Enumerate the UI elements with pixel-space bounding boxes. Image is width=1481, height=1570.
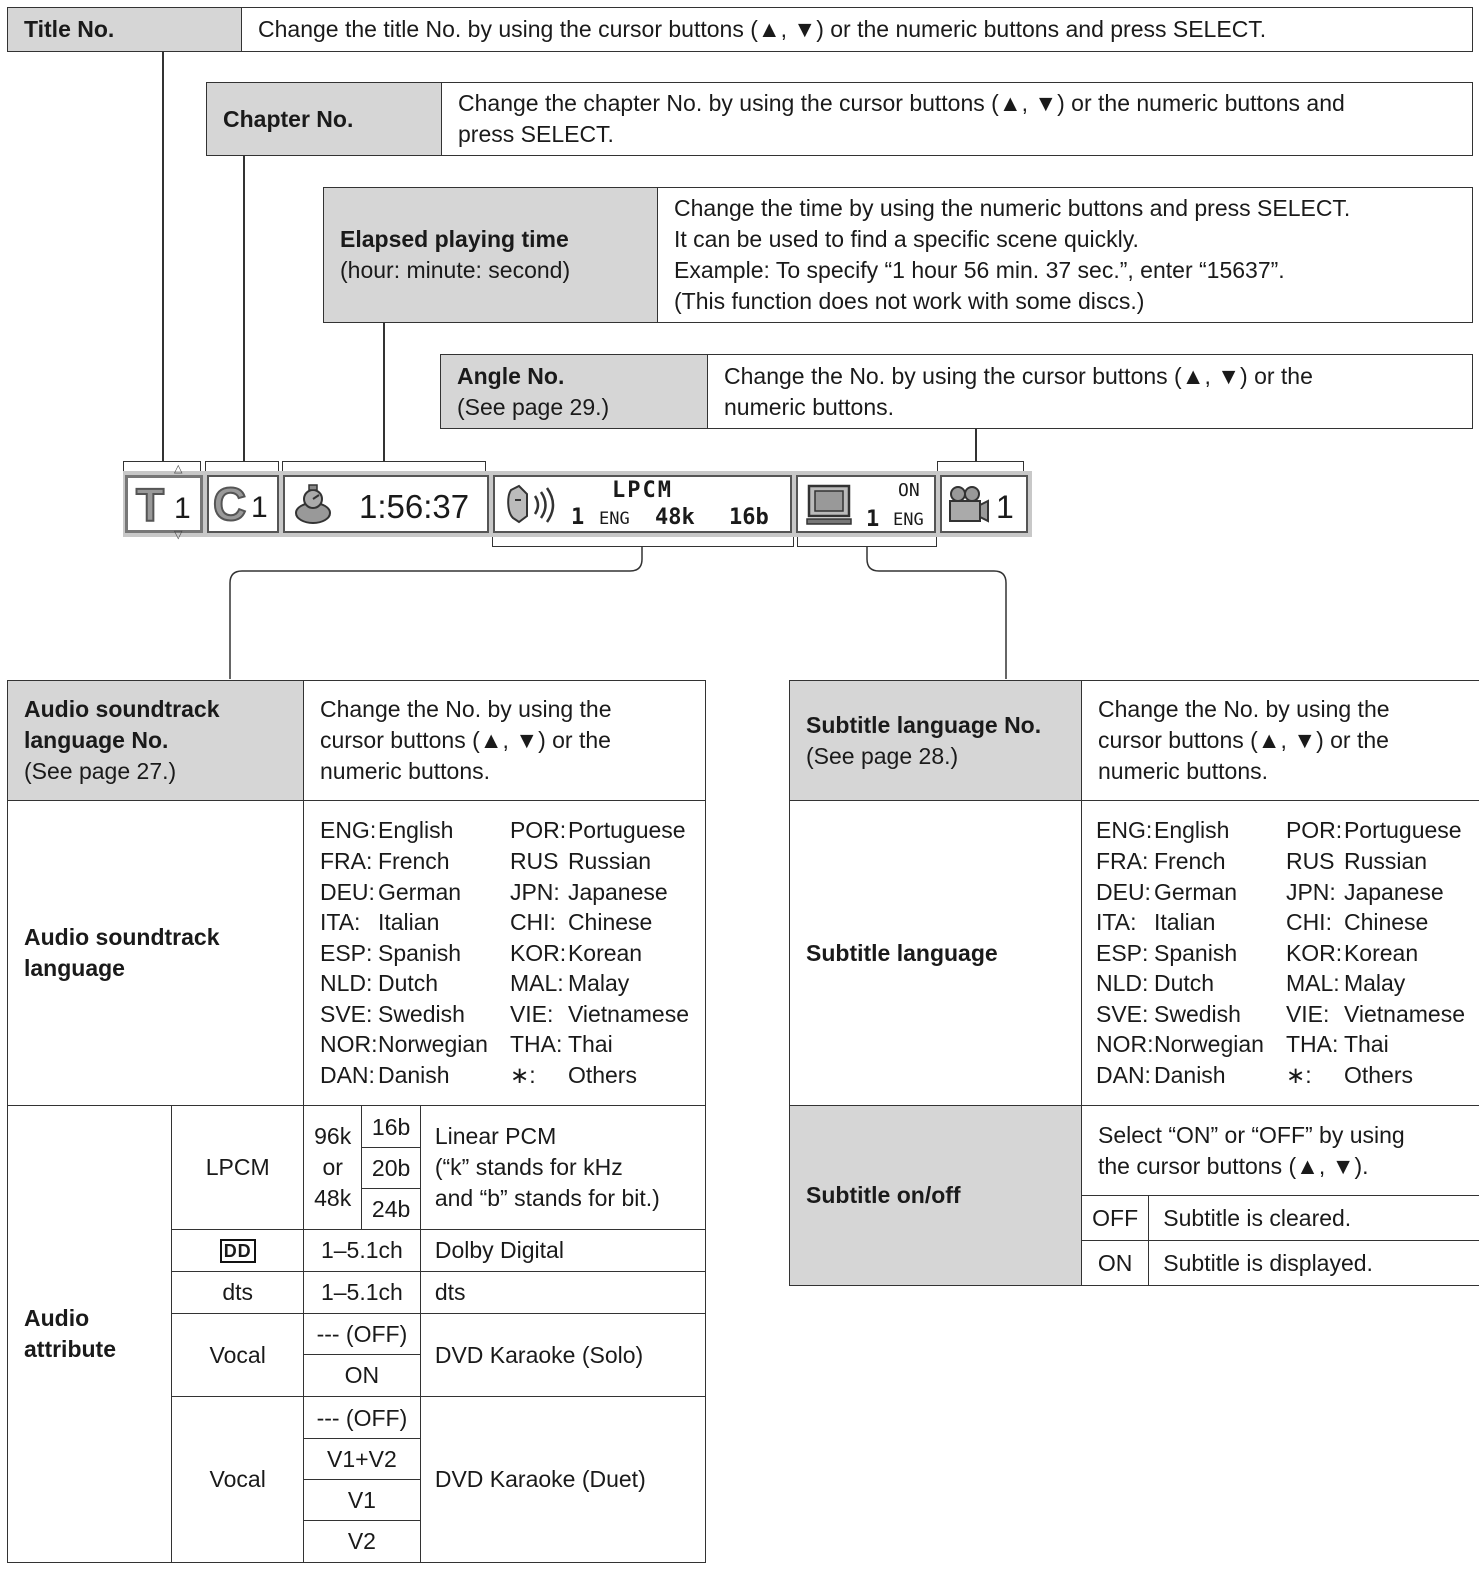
language-entry (320, 846, 488, 877)
language-code: KOR: (509, 939, 567, 966)
language-name: Dutch (377, 970, 439, 997)
language-code: ESP: (1096, 939, 1149, 966)
language-code: ITA: (319, 909, 361, 936)
language-name: Japanese (1343, 878, 1444, 905)
subtitle-onoff-desc: Select “ON” or “OFF” by using the cursor buttons (▲, ▼). (1082, 1106, 1480, 1196)
language-name: Norwegian (1154, 1031, 1264, 1058)
audio-table (7, 680, 706, 1563)
language-entry (510, 846, 689, 877)
monitor-icon (806, 483, 856, 527)
language-entry (510, 815, 689, 846)
osd-subtitle-state: ON (898, 480, 920, 501)
language-code: DEU: (1096, 878, 1151, 905)
language-name: Dutch (1154, 970, 1215, 997)
language-entry (1096, 877, 1264, 908)
language-code: ESP: (319, 939, 373, 966)
audio-lang-grid (320, 815, 689, 1090)
osd-bar (123, 463, 1032, 541)
language-name: French (377, 847, 450, 874)
language-entry (1286, 1029, 1465, 1060)
osd-audio-num: 1 (571, 505, 585, 530)
dts-channels: 1–5.1ch (303, 1272, 420, 1314)
language-code: FRA: (1096, 847, 1149, 874)
vocal-solo-on: ON (344, 1362, 380, 1388)
language-code: ∗: (1285, 1062, 1312, 1089)
language-name: Vietnamese (1343, 1000, 1465, 1027)
lpcm-desc: Linear PCM (“k” stands for kHz and “b” stands for bit.) (420, 1106, 705, 1230)
language-entry (1096, 968, 1264, 999)
language-name: Danish (1154, 1062, 1226, 1089)
language-code: NLD: (319, 970, 373, 997)
language-code: POR: (1285, 817, 1343, 844)
osd-subtitle-segment[interactable] (796, 475, 936, 533)
language-code: THA: (509, 1031, 563, 1058)
language-code: SVE: (1096, 1000, 1149, 1027)
language-name: German (1154, 878, 1238, 905)
language-entry (320, 999, 488, 1030)
language-code: JPN: (1285, 878, 1336, 905)
audio-lang-list (303, 801, 705, 1106)
title-no-label: Title No. (8, 8, 242, 51)
language-code: ENG: (319, 817, 377, 844)
vocal-duet-options (303, 1397, 420, 1563)
language-name: Swedish (377, 1000, 465, 1027)
language-code: MAL: (509, 970, 564, 997)
language-entry (1286, 999, 1465, 1030)
osd-angle-segment[interactable] (940, 475, 1028, 533)
language-code: ∗: (509, 1062, 536, 1089)
language-entry (1286, 907, 1465, 938)
language-code: NOR: (1096, 1031, 1154, 1058)
vocal-solo-options (303, 1314, 420, 1397)
language-entry (1286, 877, 1465, 908)
language-entry (1096, 1029, 1264, 1060)
language-entry (510, 1029, 689, 1060)
osd-angle-num: 1 (996, 489, 1014, 525)
language-name: Korean (567, 939, 643, 966)
down-arrow-icon: ▽ (174, 529, 183, 541)
language-entry (510, 1060, 689, 1091)
title-no-desc: Change the title No. by using the cursor buttons (▲, ▼) or the numeric buttons and press SELECT. (258, 16, 1267, 42)
language-entry (320, 877, 488, 908)
language-code: SVE: (319, 1000, 373, 1027)
subtitle-off-desc: Subtitle is cleared. (1149, 1196, 1479, 1241)
language-entry (320, 968, 488, 999)
language-entry (1286, 968, 1465, 999)
subtitle-lang-list (1082, 801, 1480, 1106)
language-code: CHI: (1285, 909, 1332, 936)
language-name: French (1154, 847, 1226, 874)
osd-chapter-num: 1 (251, 491, 268, 524)
lpcm-rate: 96k or 48k (303, 1106, 361, 1230)
language-entry (320, 907, 488, 938)
language-entry (1096, 815, 1264, 846)
language-entry (1286, 1060, 1465, 1091)
audio-header-label: Audio soundtrack language No. (See page 27.) (8, 681, 304, 801)
language-name: Portuguese (567, 817, 686, 844)
language-code: KOR: (1285, 939, 1343, 966)
vocal-duet-label: Vocal (172, 1397, 304, 1563)
bits-20: 20b (362, 1148, 419, 1189)
chapter-no-box (206, 82, 1473, 156)
vocal-duet-off: --- (OFF) (304, 1398, 420, 1439)
vocal-solo-desc: DVD Karaoke (Solo) (420, 1314, 705, 1397)
subtitle-on-key: ON (1082, 1241, 1149, 1286)
subtitle-off-key: OFF (1082, 1196, 1149, 1241)
subtitle-table (789, 680, 1479, 1286)
language-entry (1286, 846, 1465, 877)
language-entry (1096, 938, 1264, 969)
bracket-chapter (205, 461, 279, 471)
vocal-duet-v2: V2 (347, 1527, 376, 1554)
language-code: RUS (509, 847, 559, 874)
vocal-duet-desc: DVD Karaoke (Duet) (420, 1397, 705, 1563)
audio-header-desc: Change the No. by using the cursor buttons (▲, ▼) or the numeric buttons. (303, 681, 705, 801)
language-code: CHI: (509, 909, 556, 936)
subtitle-onoff-label: Subtitle on/off (790, 1106, 1082, 1286)
language-name: Norwegian (377, 1031, 488, 1058)
language-name: Thai (567, 1031, 613, 1058)
language-name: English (1154, 817, 1230, 844)
osd-audio-format: LPCM (612, 478, 673, 503)
bits-24: 24b (371, 1195, 411, 1222)
language-name: Korean (1343, 939, 1419, 966)
bracket-title (123, 461, 201, 471)
dts-label: dts (172, 1272, 304, 1314)
bracket-angle (937, 461, 1024, 471)
language-entry (1096, 907, 1264, 938)
dolby-channels: 1–5.1ch (303, 1230, 420, 1272)
language-entry (320, 1029, 488, 1060)
audio-speaker-icon (505, 482, 561, 528)
language-name: Italian (377, 909, 440, 936)
osd-audio-bits: 16b (729, 505, 769, 530)
language-code: JPN: (509, 878, 560, 905)
language-code: VIE: (1285, 1000, 1330, 1027)
audio-attr-label: Audio attribute (8, 1106, 172, 1563)
subtitle-lang-label: Subtitle language (790, 801, 1082, 1106)
language-name: Swedish (1154, 1000, 1241, 1027)
osd-time: 1:56:37 (359, 488, 470, 525)
language-name: Russian (1343, 847, 1428, 874)
bracket-elapsed (282, 461, 486, 471)
language-code: DEU: (319, 878, 375, 905)
language-name: Chinese (1343, 909, 1429, 936)
connector-elapsed (383, 323, 385, 461)
language-code: MAL: (1285, 970, 1340, 997)
language-name: Spanish (1154, 939, 1238, 966)
language-code: DAN: (319, 1062, 375, 1089)
dolby-logo: DD (172, 1230, 304, 1272)
connector-angle (975, 429, 977, 461)
language-entry (510, 907, 689, 938)
language-name: Vietnamese (567, 1000, 689, 1027)
language-entry (1096, 1060, 1264, 1091)
connector-chapter (243, 156, 245, 461)
audio-lang-label: Audio soundtrack language (8, 801, 304, 1106)
language-name: Japanese (567, 878, 668, 905)
vocal-solo-label: Vocal (172, 1314, 304, 1397)
language-code: FRA: (319, 847, 373, 874)
language-entry (510, 968, 689, 999)
language-name: Malay (567, 970, 630, 997)
osd-time-segment[interactable] (283, 475, 489, 533)
connector-audio-curve (220, 545, 650, 681)
osd-chapter-segment[interactable] (207, 475, 279, 533)
elapsed-time-desc: Change the time by using the numeric buttons and press SELECT. It can be used to find a specific scene quickly. Example: To specify “1 hour 56 min. 37 sec.”, enter “15637”. (This function does not work with some discs.) (674, 195, 1351, 314)
vocal-duet-v1: V1 (304, 1480, 420, 1521)
osd-subtitle-num: 1 (866, 507, 880, 532)
vocal-duet-v1v2: V1+V2 (304, 1439, 420, 1480)
subtitle-header-desc: Change the No. by using the cursor buttons (▲, ▼) or the numeric buttons. (1082, 681, 1480, 801)
language-code: NLD: (1096, 970, 1149, 997)
language-name: Italian (1154, 909, 1216, 936)
subtitle-header-label: Subtitle language No. (See page 28.) (790, 681, 1082, 801)
language-entry (320, 938, 488, 969)
connector-subtitle-curve (860, 545, 1020, 681)
angle-no-box (440, 354, 1473, 429)
camera-icon (948, 485, 992, 525)
connector-title (162, 52, 164, 461)
language-entry (1286, 815, 1465, 846)
language-code: VIE: (509, 1000, 554, 1027)
osd-title-segment[interactable] (125, 475, 203, 533)
language-name: Thai (1343, 1031, 1389, 1058)
chapter-no-label: Chapter No. (207, 83, 442, 155)
osd-subtitle-lang: ENG (893, 510, 924, 530)
language-name: German (377, 878, 462, 905)
language-name: Danish (377, 1062, 450, 1089)
dts-desc: dts (420, 1272, 705, 1314)
language-entry (510, 938, 689, 969)
language-code: ENG: (1096, 817, 1153, 844)
language-name: Chinese (567, 909, 653, 936)
osd-audio-lang: ENG (599, 509, 630, 529)
language-entry (1096, 846, 1264, 877)
language-name: Portuguese (1343, 817, 1462, 844)
language-code: THA: (1285, 1031, 1339, 1058)
osd-title-num: 1 (174, 492, 191, 525)
lpcm-label: LPCM (172, 1106, 304, 1230)
up-arrow-icon: △ (174, 463, 183, 475)
subtitle-on-desc: Subtitle is displayed. (1149, 1241, 1479, 1286)
language-name: Spanish (377, 939, 462, 966)
subtitle-lang-grid (1096, 815, 1465, 1090)
osd-audio-segment[interactable] (493, 475, 792, 533)
language-entry (320, 1060, 488, 1091)
osd-title-letter: T (136, 479, 165, 531)
language-name: English (377, 817, 454, 844)
language-code: POR: (509, 817, 567, 844)
osd-audio-rate: 48k (655, 505, 695, 530)
disc-timer-icon (293, 481, 333, 527)
language-code: RUS (1285, 847, 1335, 874)
osd-chapter-letter: C (213, 478, 247, 530)
language-code: ITA: (1096, 909, 1137, 936)
bits-16: 16b (362, 1107, 419, 1148)
angle-no-label: Angle No. (See page 29.) (441, 355, 708, 428)
elapsed-time-box (323, 187, 1473, 323)
language-name: Others (1343, 1062, 1413, 1089)
language-entry (510, 877, 689, 908)
language-entry (320, 815, 488, 846)
vocal-solo-off: --- (OFF) (304, 1314, 420, 1355)
language-name: Malay (1343, 970, 1406, 997)
elapsed-time-label: Elapsed playing time (hour: minute: second) (324, 188, 658, 322)
chapter-no-desc: Change the chapter No. by using the cursor buttons (▲, ▼) or the numeric buttons and press SELECT. (458, 90, 1345, 147)
language-entry (1286, 938, 1465, 969)
language-code: DAN: (1096, 1062, 1151, 1089)
dolby-desc: Dolby Digital (420, 1230, 705, 1272)
lpcm-bits (362, 1106, 420, 1230)
language-name: Russian (567, 847, 652, 874)
angle-no-desc: Change the No. by using the cursor buttons (▲, ▼) or the numeric buttons. (724, 362, 1313, 420)
language-code: NOR: (319, 1031, 378, 1058)
language-entry (510, 999, 689, 1030)
title-no-box (7, 7, 1473, 52)
language-entry (1096, 999, 1264, 1030)
language-name: Others (567, 1062, 637, 1089)
